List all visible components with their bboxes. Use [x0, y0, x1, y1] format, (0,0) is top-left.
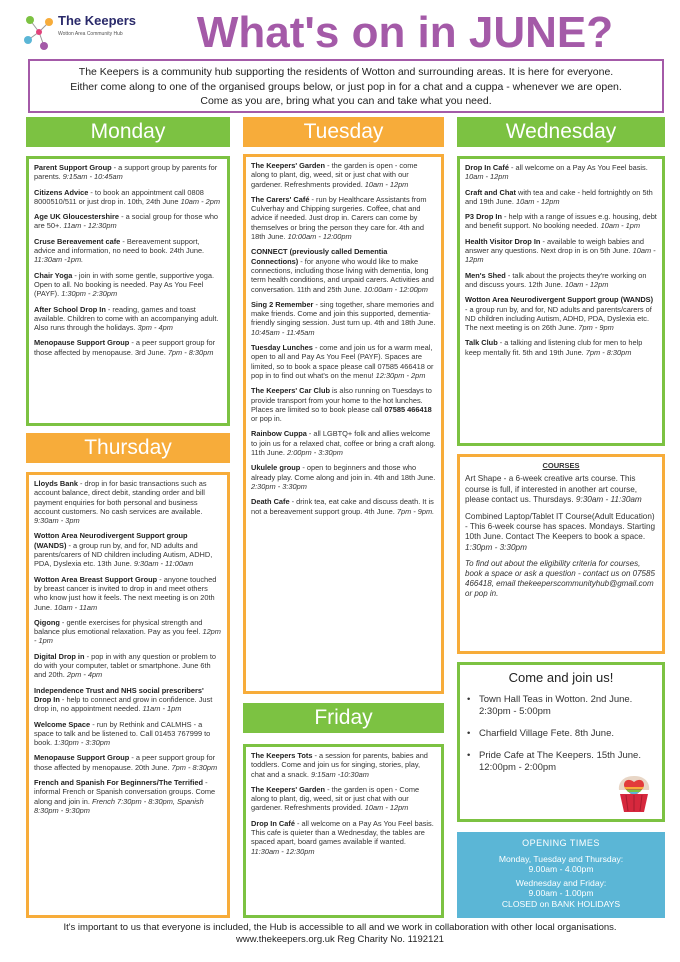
intro-line: Come as you are, bring what you can and take what you need.: [200, 95, 492, 107]
entry-title: The Keepers' Car Club: [251, 386, 330, 396]
entry-title: Drop In Café: [465, 163, 509, 172]
entry-description: - Bereavement support, advice and information, no need to book. 24th June.: [34, 236, 205, 256]
intro-line: Either come along to one of the organised groups below, or just pop in for a chat and a cuppa - whenever we are open.: [70, 80, 622, 93]
entry-title: Health Visitor Drop In: [465, 236, 541, 246]
entry-time: French 7:30pm - 8:30pm, Spanish 8:30pm - 9:30pm: [34, 796, 204, 815]
entry-description: - a peer support group for those affected by menopause. 3rd June.: [34, 338, 216, 357]
thursday-entry: [34, 652, 222, 680]
intro-box: [28, 59, 664, 113]
wednesday-entry: [465, 212, 657, 231]
entry-description: - a session for parents, babies and toddlers. Come and join us for singing, stories, play, chat and a snack.: [251, 751, 428, 779]
entry-description: - a talking and listening club for men to help keep mentally fit. 5th and 19th June.: [465, 338, 643, 357]
entry-time: 7pm - 9pm: [578, 323, 614, 333]
thursday-heading: Thursday: [26, 433, 230, 463]
entry-time: 10am - 12pm: [515, 196, 560, 206]
join-item: • Town Hall Teas in Wotton. 2nd June. 2:30pm - 5:00pm: [465, 694, 657, 718]
entry-title: Men's Shed: [465, 270, 506, 280]
entry-description: - for anyone who would like to make connections, including those living with dementia, long term health conditions, and unpaid carers. Activities and conversation. 11th and 25th June.: [251, 256, 434, 294]
thursday-box: [26, 472, 230, 918]
entry-title: The Keepers Tots: [251, 751, 313, 760]
logo-icon: [22, 10, 56, 56]
entry-title: Wotton Area Neurodivergent Support group (WANDS): [34, 531, 188, 550]
entry-time: 10:45am - 11:45am: [251, 327, 315, 337]
entry-time: 10:00am - 12:00pm: [287, 232, 352, 242]
entry-title: The Keepers' Garden: [251, 161, 326, 170]
tuesday-box: [243, 154, 444, 694]
entry-title: Rainbow Cuppa: [251, 429, 307, 439]
entry-description: - come and join us for a warm meal, open to all and Pay As You Feel (PAYF). Spaces are limited, so to book a space please call 07585 466418 or pop in to find out what's on the menu!: [251, 343, 434, 380]
footer-inclusion-text: It's important to us that everyone is included, the Hub is accessible to all and we work in collaboration with other local organisations.: [63, 922, 617, 933]
entry-title: Menopause Support Group: [34, 753, 130, 763]
entry-time: 11:30am - 12:30pm: [251, 846, 315, 856]
entry-description: - pop in with any question or problem to do with your computer, tablet or smartphone. June 6th and 20th.: [34, 651, 216, 680]
entry-title: Welcome Space: [34, 719, 91, 729]
tuesday-heading: Tuesday: [243, 117, 444, 147]
wednesday-heading: Wednesday: [457, 117, 665, 147]
friday-heading: Friday: [243, 703, 444, 733]
entry-time: 11am - 1pm: [142, 704, 182, 714]
entry-description: - anyone touched by breast cancer is invited to drop in and meet others who know just how it feels. The next meeting is on 20th June.: [34, 574, 217, 612]
entry-title: Citizens Advice: [34, 187, 89, 197]
entry-description: - all welcome on a Pay As You Feel basis. This cafe is quieter than a Wednesday, the tables are spaced apart, board games available if wanted.: [251, 818, 434, 847]
rainbow-cupcake-icon: [616, 770, 652, 816]
entry-description: - all welcome on a Pay As You Feel basis.: [508, 163, 648, 172]
footer-website-charity: www.thekeepers.org.uk Reg Charity No. 1192121: [236, 934, 444, 945]
wednesday-entry: [465, 188, 657, 207]
entry-time: 10am - 12pm: [564, 279, 609, 289]
opening-line: CLOSED on BANK HOLIDAYS: [501, 898, 621, 909]
monday-entry: [34, 237, 222, 265]
entry-time: 7pm - 9pm.: [396, 506, 435, 516]
thursday-entry: [34, 575, 222, 612]
entry-description: - a social group for those who are 50+.: [34, 212, 219, 231]
entry-time: 2pm - 4pm: [66, 670, 103, 680]
entry-description: - drop in for basic transactions such as account balance, direct debit, standing order and bill payment enquiries for both personal and business account customers. No cash services are available.: [34, 479, 207, 516]
entry-description: - all LGBTQ+ folk and allies welcome to join us for a relaxed chat, coffee or bring a craft along. 11th June.: [251, 429, 436, 458]
entry-time: 9:30am - 3pm: [34, 516, 80, 526]
logo: [22, 10, 137, 56]
logo-subtitle: Wotton Area Community Hub: [58, 31, 123, 37]
monday-entry: [34, 305, 222, 333]
entry-time: 2:00pm - 3:30pm: [287, 448, 343, 458]
entry-time: 10am - 12pm: [364, 803, 409, 813]
entry-description: - a group run by, and for, ND adults and parents/carers of ND children including Autism, ADHD, PDA, Dyslexia etc. The next meeting is on 26th June.: [465, 304, 652, 333]
entry-title: Death Cafe: [251, 497, 290, 507]
entry-time: 7pm - 8:30pm: [171, 762, 218, 772]
entry-time: 10am - 12pm: [465, 246, 656, 265]
entry-title: Qigong: [34, 617, 60, 627]
entry-description: - join in with some gentle, supportive yoga. Open to all. No booking is needed. Pay As You Feel (PAYF).: [34, 270, 215, 299]
entry-time: 9:30am - 11:00am: [133, 559, 194, 569]
entry-title: Sing 2 Remember: [251, 299, 314, 309]
entry-title: Wotton Area Neurodivergent Support group (WANDS): [465, 295, 654, 305]
entry-title: Menopause Support Group: [34, 338, 130, 348]
entry-title: The Carers' Café: [251, 194, 310, 204]
entry-phone: 07585 466418: [384, 404, 432, 414]
friday-box: [243, 744, 444, 918]
entry-description: is also running on Tuesdays to provide transport from your home to the hot lunches. Places are limited so to book please call: [251, 386, 432, 414]
entry-time: 7pm - 8:30pm: [585, 347, 632, 357]
entry-time: 10am - 2pm: [180, 196, 220, 206]
entry-time: 1:30pm - 2:30pm: [61, 289, 118, 299]
entry-title: Ukulele group: [251, 463, 301, 473]
entry-description: - informal French or Spanish conversation groups. Come along and join in.: [34, 778, 216, 806]
entry-description: - the garden is open - Come along to plant, dig, weed, sit or just chat with our gardener. Refreshments provided.: [251, 784, 420, 813]
opening-line: Monday, Tuesday and Thursday:: [498, 853, 624, 864]
tuesday-entry: [251, 195, 436, 241]
entry-description: - a group run by, and for, ND adults and parents/carers of ND children including Autism, ADHD, PDA, Dyslexia etc. 13th June.: [34, 540, 213, 569]
entry-description: - run by Rethink and CALMHS - a space to talk and be listened to. Call 01453 767999 to book.: [34, 719, 211, 748]
tuesday-entry: [251, 386, 436, 423]
entry-title: P3 Drop In: [465, 212, 502, 222]
entry-title: Tuesday Lunches: [251, 343, 313, 353]
entry-description: - open to beginners and those who already play. Come along and join in. 4th and 18th June.: [251, 463, 436, 482]
thursday-entry: [34, 618, 222, 646]
opening-line: Wednesday and Friday:: [515, 877, 607, 888]
wednesday-box: [457, 156, 665, 446]
footer: [0, 922, 680, 946]
entry-description: - help with a range of issues e.g. housing, debt and benefit support. No booking needed.: [465, 212, 657, 231]
entry-description: - run by Healthcare Assistants from Culverhay and Chipping surgeries. Coffee, chat and advice if needed. Just drop in. Carers can come by themselves or bring the person they care for. 4th and 18th June.: [251, 194, 427, 242]
entry-time: 10am - 12pm: [364, 179, 409, 189]
entry-time: 12:30pm - 2pm: [375, 370, 426, 380]
entry-time: 10am - 12pm: [465, 172, 509, 182]
entry-title: Independence Trust and NHS social prescribers' Drop In: [34, 685, 204, 704]
logo-name: The Keepers: [58, 13, 137, 28]
monday-entry: [34, 338, 222, 357]
entry-title: After School Drop In: [34, 304, 106, 314]
thursday-entry: [34, 686, 222, 714]
entry-title: Craft and Chat: [465, 187, 516, 197]
entry-title: French and Spanish For Beginners/The Terrified: [34, 778, 204, 788]
thursday-entry: [34, 531, 222, 568]
tuesday-entry: [251, 247, 436, 293]
entry-description: - a support group by parents for parents.: [34, 163, 218, 182]
opening-heading: OPENING TIMES: [522, 838, 600, 848]
thursday-entry: [34, 778, 222, 815]
entry-title: Drop In Café: [251, 818, 295, 828]
wednesday-entry: [465, 295, 657, 332]
entry-title: Talk Club: [465, 338, 498, 348]
entry-description: - to book an appointment call 0808 8000510/511 or just drop in. 10th, 24th June: [34, 187, 204, 206]
thursday-entry: [34, 753, 222, 772]
entry-time: 9:15am - 10:45am: [62, 172, 123, 182]
course-item: Art Shape - a 6-week creative arts course. This course is full, if interested in another art course, please contact us. Thursdays. 9:30am - 11:30am: [465, 474, 642, 505]
entry-title: The Keepers' Garden: [251, 784, 326, 794]
thursday-entry: [34, 479, 222, 525]
entry-description: - the garden is open - come along to plant, dig, weed, sit or just chat with our gardener. Refreshments provided.: [251, 161, 418, 189]
wednesday-entry: [465, 163, 657, 182]
monday-entry: [34, 188, 222, 207]
tuesday-entry: [251, 463, 436, 491]
monday-entry: [34, 212, 222, 231]
wednesday-entry: [465, 271, 657, 290]
entry-title: Cruse Bereavement cafe: [34, 236, 121, 246]
entry-time: 10am - 1pm: [600, 221, 641, 231]
entry-time: 11:30am -1pm.: [34, 255, 84, 265]
join-item: • Pride Cafe at The Keepers. 15th June. 12:00pm - 2:00pm: [465, 750, 657, 774]
entry-time: 10:00am - 12:00pm: [363, 284, 428, 294]
entry-description: with tea and cake - held fortnightly on 5th and 19th June.: [465, 187, 653, 206]
friday-entry: [251, 785, 436, 813]
join-heading: Come and join us!: [508, 670, 614, 685]
entry-time: 12pm - 1pm: [34, 627, 221, 646]
entry-description: - gentle exercises for physical strength and balance plus emotional relaxation. Pay as you feel.: [34, 617, 203, 637]
opening-times-box: [457, 832, 665, 918]
courses-heading: COURSES: [542, 461, 580, 470]
tuesday-entry: [251, 429, 436, 457]
wednesday-entry: [465, 237, 657, 265]
entry-time: 11am - 12:30pm: [63, 221, 117, 231]
monday-entry: [34, 271, 222, 299]
thursday-entry: [34, 720, 222, 748]
tuesday-entry: [251, 497, 436, 516]
entry-title: Digital Drop in: [34, 651, 85, 661]
entry-description: - a peer support group for those affected by menopause. 20th June.: [34, 753, 216, 772]
entry-time: 10am - 11am: [54, 602, 98, 612]
tuesday-entry: [251, 343, 436, 380]
entry-time: 3pm - 4pm: [137, 323, 173, 333]
wednesday-entry: [465, 338, 657, 357]
entry-title: Age UK Gloucestershire: [34, 212, 120, 222]
entry-description: - available to weigh babies and answer any questions. Next drop in is on 5th June.: [465, 236, 644, 256]
entry-description: - reading, games and toast available. Children to come with an accompanying adult. Also runs through the holidays.: [34, 304, 219, 333]
monday-entry: [34, 163, 222, 182]
opening-line: 9.00am - 4.00pm: [528, 864, 594, 875]
courses-box: [457, 454, 665, 654]
entry-time: 7pm - 8:30pm: [167, 347, 214, 357]
friday-entry: [251, 819, 436, 856]
courses-note: To find out about the eligibility criteria for courses, book a space or ask a question - contact us on 07585 466418, email thekeeperscommunityhub@gmail.com or pop in.: [465, 559, 655, 599]
tuesday-entry: [251, 300, 436, 337]
page-title: What's on in JUNE?: [196, 8, 614, 57]
entry-description: - help to connect and grow in confidence. Just drop in, no appointment needed.: [34, 694, 213, 714]
entry-title: Parent Support Group: [34, 163, 112, 172]
course-item: Combined Laptop/Tablet IT Course(Adult Education) - This 6-week course has spaces. Mondays. Starting 10th June. Contact The Keepers to book a space. 1:30pm - 3:30pm: [465, 511, 656, 552]
monday-heading: Monday: [26, 117, 230, 147]
opening-line: 9.00am - 1.00pm: [528, 888, 594, 899]
entry-description: - sing together, share memories and make friends. Come and join this supported, dementia-friendly singing session. Just turn up. 4th and 18th June.: [251, 299, 436, 328]
entry-tail: or pop in.: [251, 414, 282, 424]
entry-time: 1:30pm - 3:30pm: [54, 738, 111, 748]
join-item: • Charfield Village Fete. 8th June.: [465, 728, 657, 740]
entry-time: 9:15am -10:30am: [310, 769, 369, 779]
entry-title: Lloyds Bank: [34, 479, 78, 488]
entry-title: Chair Yoga: [34, 270, 73, 280]
friday-entry: [251, 751, 436, 779]
entry-title: CONNECT (previously called Dementia Connections): [251, 247, 388, 266]
entry-description: - talk about the projects they're working on and discuss yours. 12th June.: [465, 270, 647, 289]
tuesday-entry: [251, 161, 436, 189]
entry-title: Wotton Area Breast Support Group: [34, 574, 158, 584]
monday-box: [26, 156, 230, 426]
entry-description: - drink tea, eat cake and discuss death. It is not a bereavement support group. 4th June.: [251, 497, 434, 516]
intro-line: The Keepers is a community hub supporting the residents of Wotton and surrounding areas. It is here for everyone.: [78, 66, 614, 78]
entry-time: 2:30pm - 3:30pm: [251, 481, 307, 491]
